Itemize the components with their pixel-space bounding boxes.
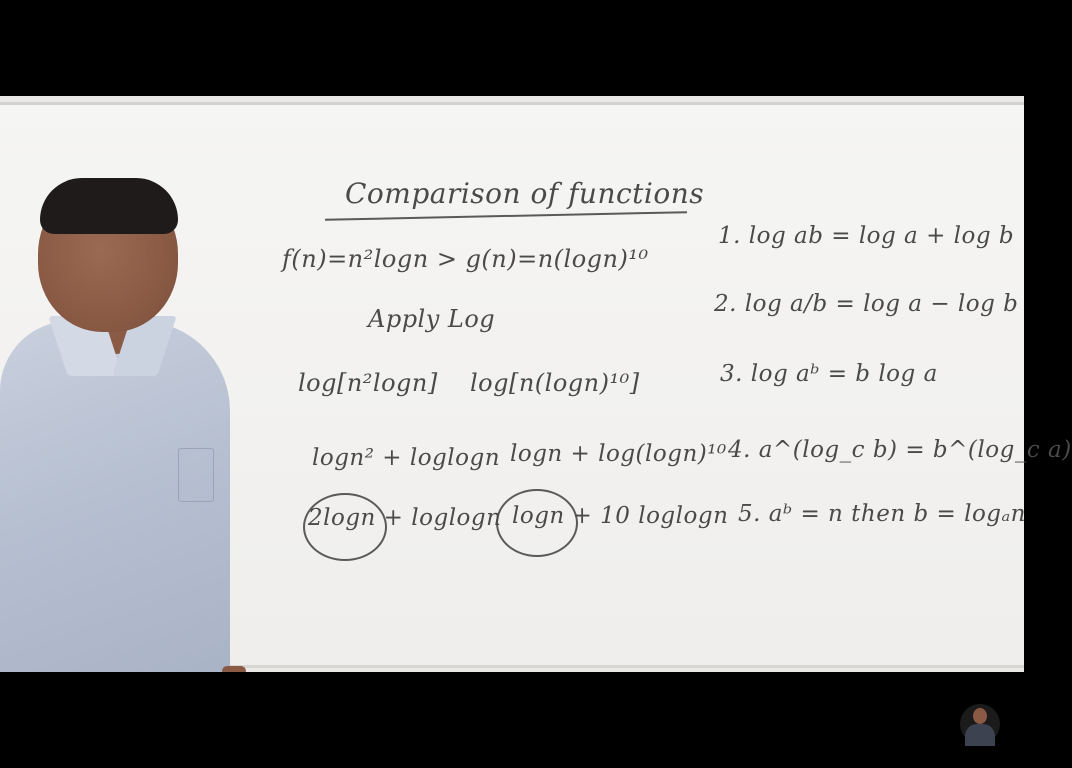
video-frame[interactable] [0,96,1072,672]
title-underline [325,211,687,221]
apply-log-label: Apply Log [368,305,496,333]
left-step-1: log[n²logn] [298,369,438,397]
avatar-body [965,724,995,746]
right-step-2: logn + log(logn)¹⁰ [510,441,727,467]
presenter-hair [40,178,178,234]
left-step-3: 2logn + loglogn [308,505,502,531]
letterbox-top [0,0,1024,96]
right-step-1: log[n(logn)¹⁰] [470,369,640,397]
letterbox-bottom [0,672,1024,768]
log-rule-2: 2. log a/b = log a − log b [714,291,1019,317]
function-comparison: f(n)=n²logn > g(n)=n(logn)¹⁰ [282,245,649,273]
board-title: Comparison of functions [345,177,705,210]
log-rule-4: 4. a^(log_c b) = b^(log_c a) [728,437,1072,463]
presenter [0,176,250,676]
log-rule-1: 1. log ab = log a + log b [718,223,1015,249]
log-rule-5: 5. aᵇ = n then b = logₐn [738,501,1026,527]
channel-avatar-icon[interactable] [960,704,1000,744]
avatar-head [973,708,987,724]
left-step-2: logn² + loglogn [312,445,501,471]
log-rule-3: 3. log aᵇ = b log a [720,361,938,387]
presenter-pocket [178,448,214,502]
right-step-3: logn + 10 loglogn [512,503,729,529]
